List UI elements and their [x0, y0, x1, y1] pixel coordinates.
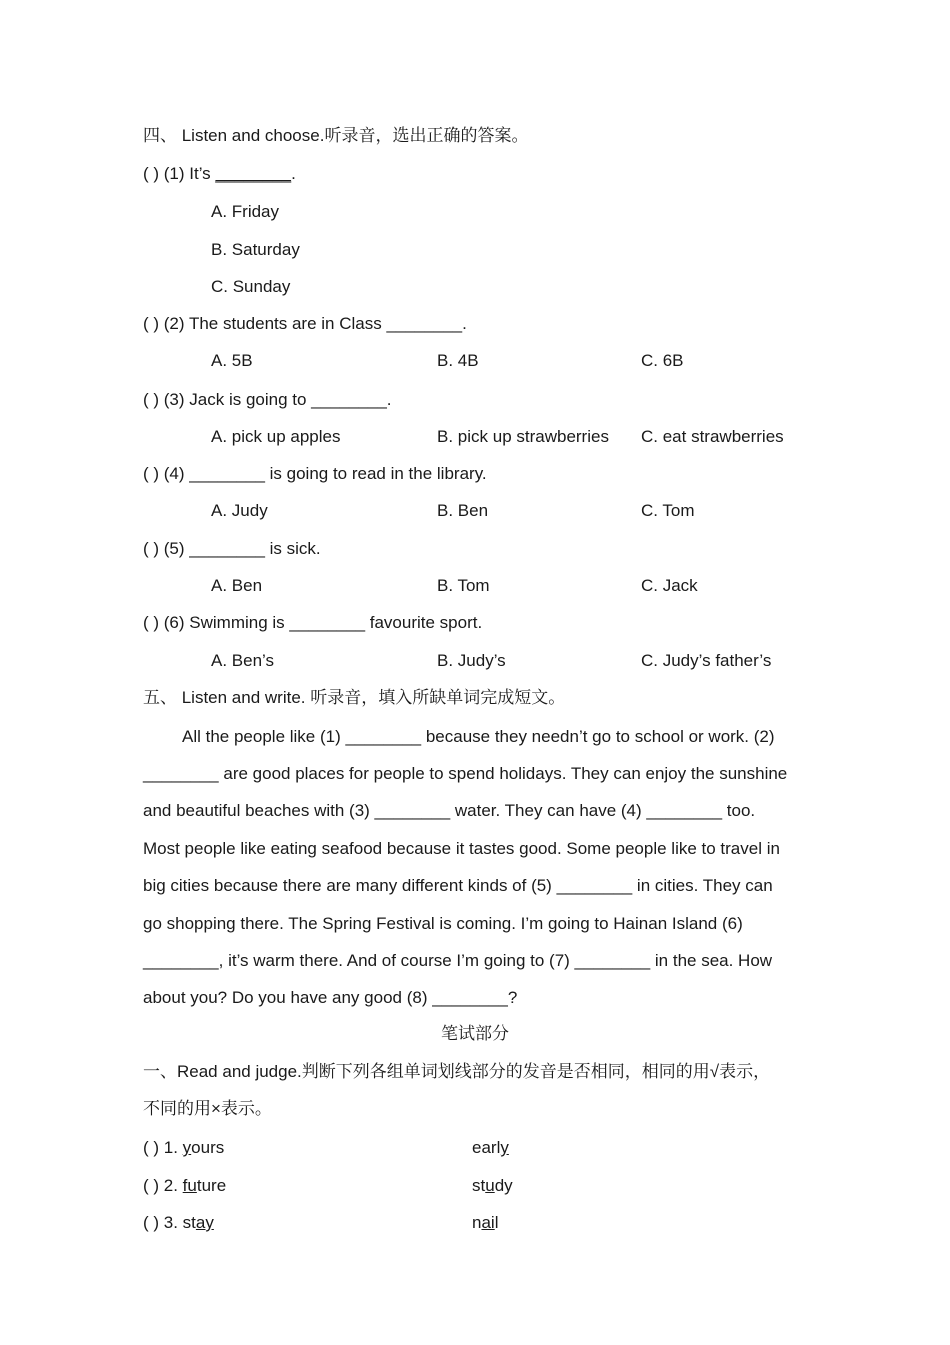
judge-item-2-word2: [472, 1176, 513, 1196]
judge-item-2-rest: ture: [196, 1176, 227, 1195]
judge-item-1-rest: ours: [191, 1138, 225, 1157]
q1-option-a: A. Friday: [211, 202, 280, 221]
written-section-1-heading-cont: 不同的用×表示。: [143, 1099, 272, 1118]
q1-blank: ________: [215, 164, 292, 183]
section-4-heading: 四、 Listen and choose.听录音，选出正确的答案。: [143, 126, 529, 145]
q2-option-a: A. 5B: [211, 351, 253, 370]
section-5-heading: 五、 Listen and write. 听录音，填入所缺单词完成短文。: [143, 688, 566, 707]
q6-option-b: B. Judy’s: [437, 651, 506, 670]
question-2-stem: ( ) (2) The students are in Class ________.: [143, 314, 467, 333]
judge-item-1-word2-underlined: y: [500, 1138, 509, 1157]
passage-line-5: big cities because there are many different kinds of (5) ________ in cities. They can: [143, 876, 773, 895]
q1-option-c: C. Sunday: [211, 277, 291, 296]
passage-line-2: ________ are good places for people to spend holidays. They can enjoy the sunshine: [143, 764, 788, 783]
judge-item-1: [143, 1138, 224, 1158]
question-4-stem: ( ) (4) ________ is going to read in the library.: [143, 464, 487, 483]
passage-line-6: go shopping there. The Spring Festival is coming. I’m going to Hainan Island (6): [143, 914, 743, 933]
passage-line-7: ________, it’s warm there. And of course I’m going to (7) ________ in the sea. How: [143, 951, 773, 970]
q3-option-b: B. pick up strawberries: [437, 427, 609, 446]
q3-option-a: A. pick up apples: [211, 427, 341, 446]
q6-option-c: C. Judy’s father’s: [641, 651, 772, 670]
question-1-stem: [143, 164, 296, 184]
q4-option-b: B. Ben: [437, 501, 489, 520]
q3-option-c: C. eat strawberries: [641, 427, 784, 446]
judge-item-2-word2-underlined: u: [485, 1176, 495, 1195]
q2-option-c: C. 6B: [641, 351, 684, 370]
q1-text: ( ) (1) It’s: [143, 164, 216, 183]
passage-line-1: All the people like (1) ________ because they needn’t go to school or work. (2): [182, 727, 775, 746]
q5-option-a: A. Ben: [211, 576, 263, 595]
judge-item-3-word2-rest: l: [494, 1213, 499, 1232]
judge-item-3-prefix: ( ) 3. st: [143, 1213, 196, 1232]
judge-item-1-word2: [472, 1138, 509, 1158]
written-part-title: 笔试部分: [441, 1024, 509, 1043]
passage-line-8: about you? Do you have any good (8) ________?: [143, 988, 518, 1007]
written-section-1-heading: 一、Read and judge.判断下列各组单词划线部分的发音是否相同，相同的用√表示，: [143, 1062, 771, 1081]
question-6-stem: ( ) (6) Swimming is ________ favourite sport.: [143, 613, 483, 632]
judge-item-1-prefix: ( ) 1.: [143, 1138, 183, 1157]
judge-item-2: [143, 1176, 226, 1196]
q5-option-b: B. Tom: [437, 576, 490, 595]
judge-item-2-prefix: ( ) 2.: [143, 1176, 183, 1195]
question-5-stem: ( ) (5) ________ is sick.: [143, 539, 321, 558]
passage-line-3: and beautiful beaches with (3) ________ water. They can have (4) ________ too.: [143, 801, 756, 820]
judge-item-2-word2-pre: st: [472, 1176, 486, 1195]
q6-option-a: A. Ben’s: [211, 651, 275, 670]
q4-option-c: C. Tom: [641, 501, 695, 520]
judge-item-3-word2-underlined: ai: [481, 1213, 495, 1232]
q4-option-a: A. Judy: [211, 501, 268, 520]
judge-item-1-word2-pre: earl: [472, 1138, 501, 1157]
judge-item-3-word2-pre: n: [472, 1213, 482, 1232]
judge-item-3-word2: [472, 1213, 498, 1233]
judge-item-2-word2-rest: dy: [494, 1176, 513, 1195]
q5-option-c: C. Jack: [641, 576, 698, 595]
q2-option-b: B. 4B: [437, 351, 479, 370]
judge-item-2-underlined: fu: [182, 1176, 197, 1195]
judge-item-3-underlined: ay: [195, 1213, 214, 1232]
question-3-stem: ( ) (3) Jack is going to ________.: [143, 390, 392, 409]
passage-line-4: Most people like eating seafood because it tastes good. Some people like to travel in: [143, 839, 780, 858]
q1-option-b: B. Saturday: [211, 240, 300, 259]
judge-item-3: [143, 1213, 214, 1233]
judge-item-1-underlined: y: [182, 1138, 192, 1157]
q1-period: .: [291, 164, 296, 183]
